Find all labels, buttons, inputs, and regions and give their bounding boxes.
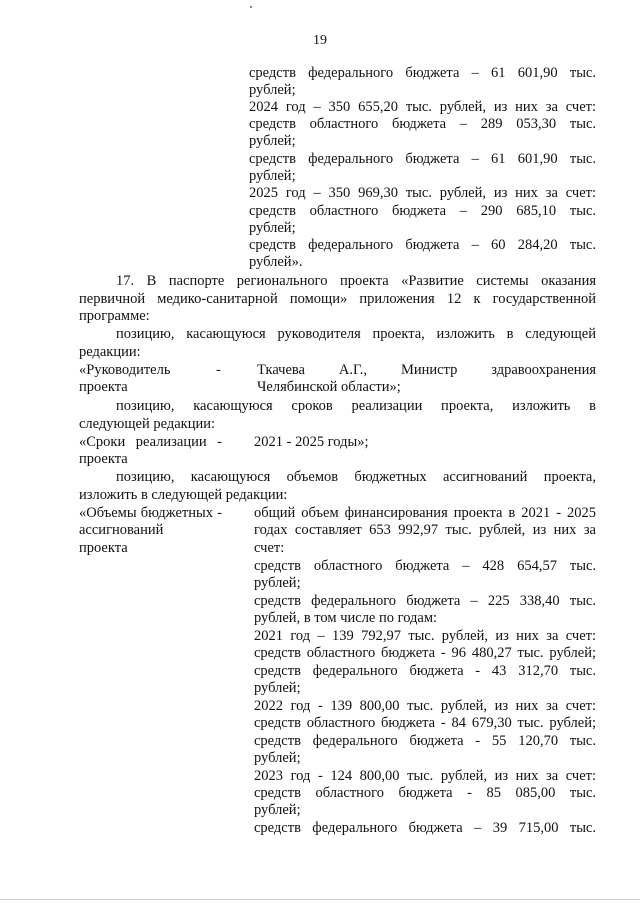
text-line: 2022 год - 139 800,00 тыс. рублей, из них за счет:: [254, 698, 596, 714]
row-label: ассигнований: [79, 522, 164, 538]
text-line: рублей;: [249, 82, 296, 98]
row-label: проекта: [79, 540, 128, 556]
text-line: рублей;: [249, 168, 296, 184]
text-line: программе:: [79, 308, 150, 324]
text-line: общий объем финансирования проекта в 2021 - 2025: [254, 505, 596, 521]
text-line: первичной медико-санитарной помощи» приложения 12 к государственной: [79, 291, 596, 307]
text-line: позицию, касающуюся руководителя проекта, изложить в следующей: [116, 326, 596, 342]
text-line: рублей, в том числе по годам:: [254, 610, 438, 626]
text-line: 2023 год - 124 800,00 тыс. рублей, из них за счет:: [254, 768, 596, 784]
text-line: средств областного бюджета - 84 679,30 тыс. рублей;: [254, 715, 596, 731]
row-label: проекта: [79, 379, 128, 395]
scan-speck: [250, 6, 252, 8]
text-line: рублей;: [254, 750, 301, 766]
text-line: рублей;: [254, 680, 301, 696]
row-label: «Объемы бюджетных -: [79, 505, 222, 521]
text-line: средств федерального бюджета - 43 312,70 тыс.: [254, 663, 596, 679]
text-line: следующей редакции:: [79, 416, 216, 432]
text-line: средств областного бюджета – 290 685,10 тыс.: [249, 203, 596, 219]
text-line: рублей».: [249, 254, 303, 270]
text-line: рублей;: [254, 575, 301, 591]
row-label: «Руководитель: [79, 362, 171, 378]
text-line: позицию, касающуюся сроков реализации проекта, изложить в: [116, 398, 596, 414]
text-line: рублей;: [254, 802, 301, 818]
text-line: средств федерального бюджета – 225 338,40 тыс.: [254, 593, 596, 609]
text-line: позицию, касающуюся объемов бюджетных ассигнований проекта,: [116, 469, 596, 485]
row-value: Ткачева А.Г., Министр здравоохранения: [257, 362, 596, 378]
row-value: 2021 - 2025 годы»;: [254, 434, 369, 450]
text-line: средств федерального бюджета - 55 120,70 тыс.: [254, 733, 596, 749]
text-line: средств областного бюджета - 96 480,27 тыс. рублей;: [254, 645, 596, 661]
text-line: средств федерального бюджета – 61 601,90 тыс.: [249, 65, 596, 81]
text-line: средств областного бюджета – 428 654,57 тыс.: [254, 558, 596, 574]
text-line: средств областного бюджета – 289 053,30 тыс.: [249, 116, 596, 132]
text-line: средств областного бюджета - 85 085,00 тыс.: [254, 785, 596, 801]
text-line: рублей;: [249, 133, 296, 149]
row-value: Челябинской области»;: [257, 379, 401, 395]
text-line: 2025 год – 350 969,30 тыс. рублей, из них за счет:: [249, 185, 596, 201]
row-label: проекта: [79, 451, 128, 467]
text-line: годах составляет 653 992,97 тыс. рублей, из них за: [254, 522, 596, 538]
row-dash: -: [216, 362, 221, 378]
text-line: рублей;: [249, 220, 296, 236]
text-line: 2021 год – 139 792,97 тыс. рублей, из них за счет:: [254, 628, 596, 644]
text-line: 17. В паспорте регионального проекта «Развитие системы оказания: [116, 273, 596, 289]
text-line: счет:: [254, 540, 285, 556]
text-line: редакции:: [79, 344, 141, 360]
page-number: 19: [313, 33, 327, 48]
text-line: средств федерального бюджета – 60 284,20 тыс.: [249, 237, 596, 253]
text-line: 2024 год – 350 655,20 тыс. рублей, из них за счет:: [249, 99, 596, 115]
text-line: изложить в следующей редакции:: [79, 487, 288, 503]
text-line: средств федерального бюджета – 39 715,00 тыс.: [254, 820, 596, 836]
text-line: средств федерального бюджета – 61 601,90 тыс.: [249, 151, 596, 167]
scan-bottom-edge: [0, 899, 640, 900]
row-label: «Сроки реализации -: [79, 434, 222, 450]
